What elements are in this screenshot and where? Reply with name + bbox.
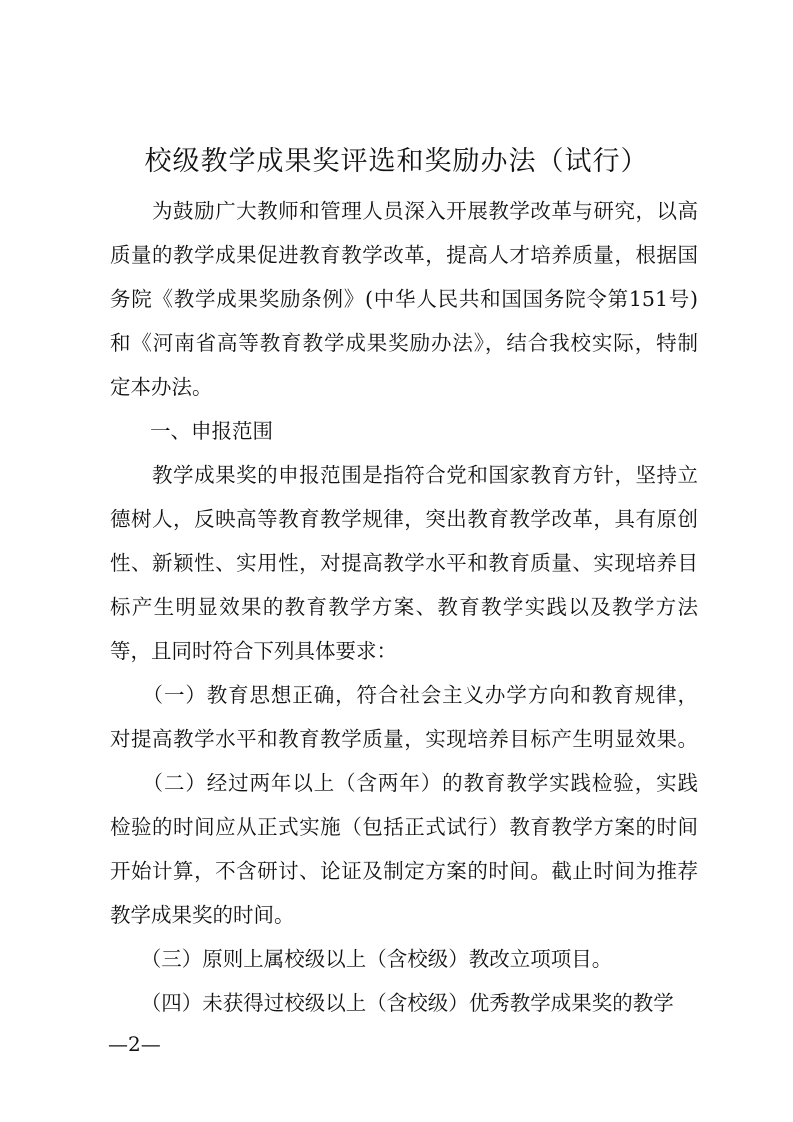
- paragraph-line: （二）经过两年以上（含两年）的教育教学实践检验，实践: [110, 771, 698, 795]
- paragraph-line: （三）原则上属校级以上（含校级）教改立项项目。: [110, 947, 613, 971]
- paragraph-line: 等，且同时符合下列具体要求：: [110, 639, 397, 663]
- document-title: 校级教学成果奖评选和奖励办法（试行）: [144, 146, 649, 177]
- paragraph-line: 务院《教学成果奖励条例》(中华人民共和国国务院令第151号): [110, 287, 698, 311]
- paragraph-line: 质量的教学成果促进教育教学改革，提高人才培养质量，根据国: [110, 243, 698, 267]
- paragraph-line: （四）未获得过校级以上（含校级）优秀教学成果奖的教学: [110, 991, 674, 1015]
- paragraph-line: 教学成果奖的申报范围是指符合党和国家教育方针，坚持立: [110, 463, 698, 487]
- paragraph-line: 检验的时间应从正式实施（包括正式试行）教育教学方案的时间: [110, 815, 698, 839]
- paragraph-line: 德树人，反映高等教育教学规律，突出教育教学改革，具有原创: [110, 507, 698, 531]
- paragraph-line: 开始计算，不含研讨、论证及制定方案的时间。截止时间为推荐: [110, 859, 698, 883]
- paragraph-line: 和《河南省高等教育教学成果奖励办法》，结合我校实际，特制: [110, 331, 698, 355]
- paragraph-line: 定本办法。: [110, 375, 213, 399]
- paragraph-line: 性、新颖性、实用性，对提高教学水平和教育质量、实现培养目: [110, 551, 698, 575]
- paragraph-line: 标产生明显效果的教育教学方案、教育教学实践以及教学方法: [110, 595, 698, 619]
- paragraph-line: 教学成果奖的时间。: [110, 903, 295, 927]
- paragraph-line: 为鼓励广大教师和管理人员深入开展教学改革与研究，以高: [110, 199, 698, 223]
- section-heading: 一、申报范围: [150, 419, 273, 443]
- paragraph-line: 对提高教学水平和教育教学质量，实现培养目标产生明显效果。: [110, 727, 698, 751]
- page-number: —2—: [108, 1032, 161, 1056]
- paragraph-line: （一）教育思想正确，符合社会主义办学方向和教育规律，: [110, 683, 698, 707]
